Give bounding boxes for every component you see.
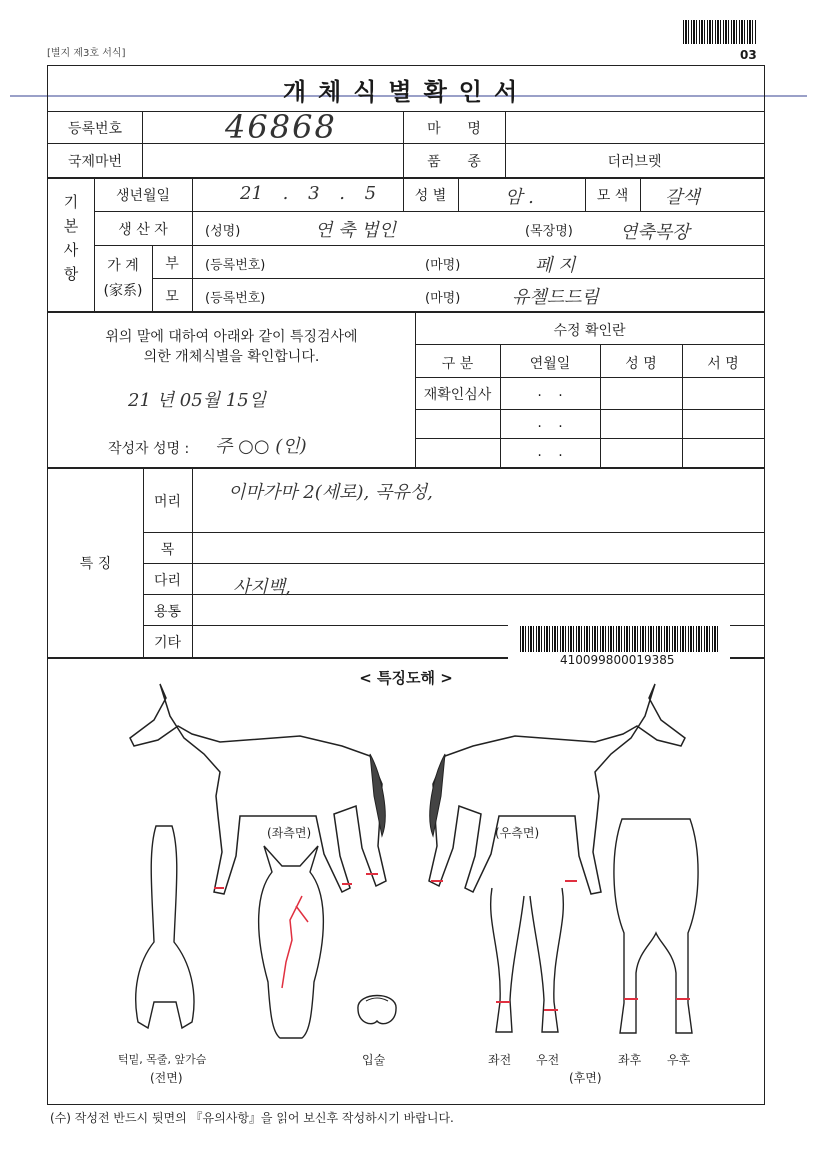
barcode-number: 410099800019385 <box>560 653 675 667</box>
right-side-label: (우측면) <box>495 826 540 840</box>
rear-label: (후면) <box>569 1071 602 1085</box>
revision-date-3: . . <box>537 444 563 460</box>
registration-value: 46868 <box>225 108 337 146</box>
sire-name-label: (마명) <box>425 258 461 273</box>
basic-section-text: 기본사항 <box>63 193 79 283</box>
sex-value: 암 . <box>505 187 534 208</box>
dam-reg-label: (등록번호) <box>205 291 266 306</box>
confirm-text-line1: 위의 말에 대하여 아래와 같이 특징검사에 <box>105 329 358 345</box>
diagram-title: < 특징도해 > <box>359 669 453 687</box>
birth-label: 생년월일 <box>115 188 171 204</box>
revision-title: 수정 확인란 <box>553 323 626 339</box>
hind-right-label: 우후 <box>667 1053 691 1067</box>
lips-label: 입술 <box>362 1053 386 1067</box>
page-number: 03 <box>740 48 757 62</box>
breeder-label: 생 산 자 <box>118 222 168 238</box>
revision-row-label: 재확인심사 <box>423 387 492 403</box>
confirm-text-line2: 의한 개체식별을 확인합니다. <box>143 349 320 365</box>
legs-value: 사지백, <box>233 577 291 598</box>
left-side-label: (좌측면) <box>267 826 312 840</box>
revision-date-2: . . <box>537 415 563 431</box>
author-label: 작성자 성명 : <box>108 441 190 457</box>
revision-col-date: 연월일 <box>529 356 571 372</box>
birth-value: 21 . 3 . 5 <box>240 183 377 204</box>
pedigree-label: 가 계 <box>107 258 139 274</box>
dam-label: 모 <box>165 289 179 305</box>
sex-label: 성 별 <box>414 188 447 204</box>
horse-name-label: 마 명 <box>427 121 481 137</box>
farm-label: (목장명) <box>525 224 573 239</box>
registration-label: 등록번호 <box>67 121 123 137</box>
lips-drawing <box>352 985 402 1030</box>
pedigree-hanja: (家系) <box>103 283 143 299</box>
sire-reg-label: (등록번호) <box>205 258 266 273</box>
neck-label: 목 <box>160 542 175 558</box>
color-value: 갈색 <box>665 187 700 208</box>
legs-label: 다리 <box>153 573 182 589</box>
breeder-name-label: (성명) <box>205 224 241 239</box>
confirm-date: 21 년 05월 15일 <box>128 390 267 411</box>
breed-label: 품 종 <box>427 154 481 170</box>
footer-note: (수) 작성전 반드시 뒷면의 『유의사항』을 읽어 보신후 작성하시기 바랍니다. <box>50 1111 454 1125</box>
horse-rear-drawing <box>612 813 700 1043</box>
head-value: 이마가마 2(세로), 곡유성, <box>228 482 433 503</box>
other-label: 기타 <box>153 635 182 651</box>
intl-number-label: 국제마번 <box>67 154 123 170</box>
barcode-sticker <box>508 624 730 670</box>
fore-right-label: 우전 <box>536 1053 560 1067</box>
revision-col-type: 구 분 <box>441 356 474 372</box>
front-label: (전면) <box>150 1071 183 1085</box>
revision-col-name: 성 명 <box>625 356 657 372</box>
form-label: [별지 제3호 서식] <box>47 48 126 59</box>
revision-date-1: . . <box>537 384 563 400</box>
basic-section-label <box>48 190 94 286</box>
horse-front-neck-drawing <box>130 822 200 1034</box>
hind-left-label: 좌후 <box>618 1053 642 1067</box>
top-barcode <box>683 20 757 44</box>
horse-face-drawing <box>250 842 332 1040</box>
breed-value: 더러브렛 <box>607 154 662 170</box>
sire-name-value: 페 지 <box>535 255 576 276</box>
revision-col-sign: 서 명 <box>707 356 739 372</box>
page-title: 개체식별확인서 <box>282 78 530 106</box>
farm-value: 연축목장 <box>620 222 690 243</box>
fore-left-label: 좌전 <box>488 1053 512 1067</box>
breeder-name-value: 연 축 법인 <box>315 220 396 241</box>
body-label: 용통 <box>153 604 182 620</box>
color-label: 모 색 <box>596 188 629 204</box>
head-label: 머리 <box>153 494 182 510</box>
sire-label: 부 <box>165 256 179 272</box>
author-value: 주 ○○ (인) <box>215 436 307 457</box>
sticker-barcode <box>520 626 718 652</box>
horse-fore-legs-drawing <box>482 882 572 1042</box>
front-caption: 턱밑, 목줄, 앞가슴 <box>118 1053 207 1066</box>
dam-name-label: (마명) <box>425 291 461 306</box>
features-section-label: 특 징 <box>79 556 112 572</box>
dam-name-value: 유첼드드림 <box>512 287 599 308</box>
